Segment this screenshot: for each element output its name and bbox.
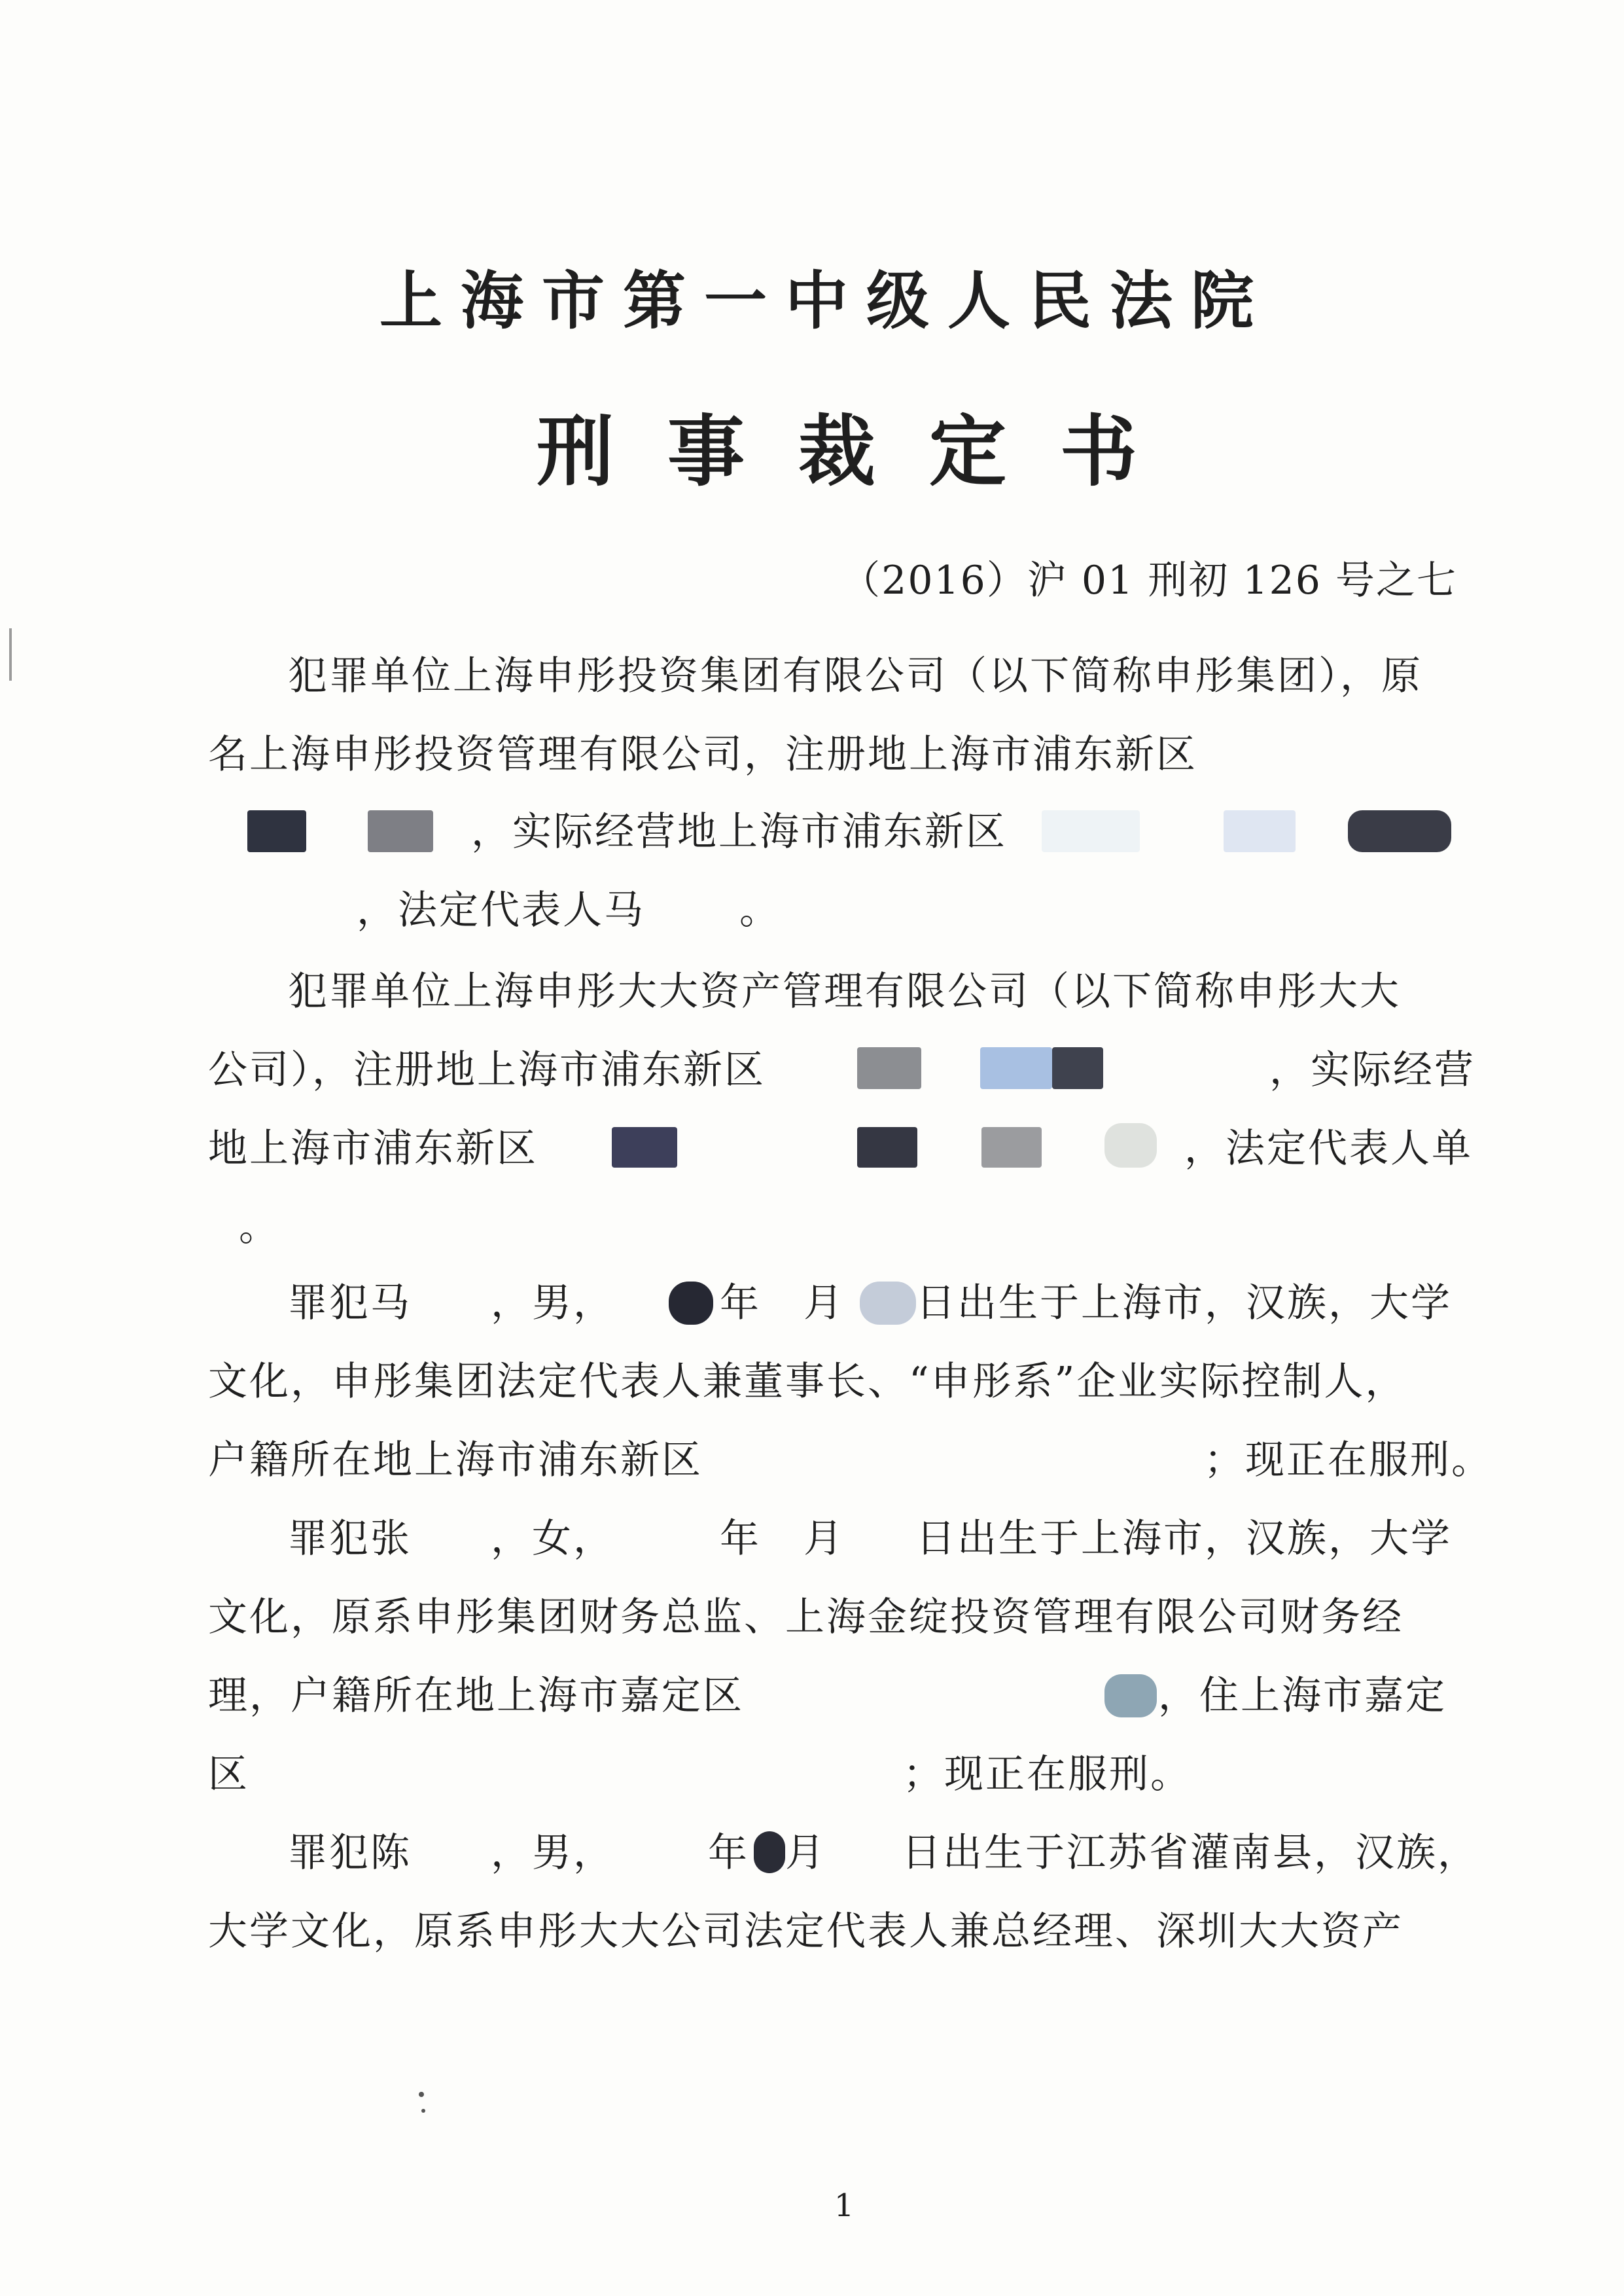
body-line: ，女， — [491, 1516, 614, 1562]
body-line: 月 — [803, 1516, 845, 1562]
redaction-block — [669, 1282, 713, 1325]
body-line: 文化，原系申彤集团财务总监、上海金绽投资管理有限公司财务经 — [208, 1594, 1403, 1640]
redaction-block — [1042, 810, 1140, 852]
body-line: 日出生于江苏省灌南县，汉族， — [902, 1830, 1479, 1876]
redaction-block — [857, 1127, 917, 1168]
body-line: 名上海申彤投资管理有限公司，注册地上海市浦东新区 — [208, 732, 1197, 778]
body-line: 。 — [739, 888, 781, 933]
court-name: 上海市第一中级人民法院 — [380, 264, 1272, 338]
redaction-block — [980, 1047, 1052, 1089]
body-line: ，法定代表人单 — [1184, 1126, 1473, 1172]
scan-edge-mark — [9, 628, 12, 681]
redaction-block — [754, 1831, 785, 1873]
body-line: 月 — [785, 1830, 826, 1876]
redaction-block — [857, 1047, 921, 1089]
body-line: 。 — [239, 1204, 280, 1250]
redaction-block — [247, 810, 306, 852]
redaction-block — [981, 1127, 1042, 1168]
body-line: 年 — [720, 1516, 761, 1562]
scan-speck — [421, 2109, 425, 2113]
body-line: 月 — [803, 1280, 845, 1326]
redaction-block — [1052, 1047, 1103, 1089]
body-line: 户籍所在地上海市浦东新区 — [208, 1437, 703, 1483]
redaction-block — [1348, 810, 1451, 852]
body-line: ，男， — [491, 1830, 614, 1876]
redaction-block — [612, 1127, 677, 1168]
body-line: ，实际经营地上海市浦东新区 — [471, 809, 1007, 855]
body-line: 犯罪单位上海申彤投资集团有限公司（以下简称申彤集团），原 — [288, 653, 1422, 699]
redaction-block — [1104, 1123, 1157, 1168]
body-line: 地上海市浦东新区 — [208, 1126, 538, 1172]
redaction-block — [368, 810, 433, 852]
page-number: 1 — [834, 2187, 855, 2224]
redaction-block — [1224, 810, 1296, 852]
body-line: 公司），注册地上海市浦东新区 — [208, 1047, 766, 1093]
redaction-block — [1104, 1674, 1157, 1717]
body-line: 年 — [708, 1830, 749, 1876]
body-line: 日出生于上海市，汉族，大学 — [916, 1516, 1452, 1562]
body-line: 日出生于上海市，汉族，大学 — [916, 1280, 1452, 1326]
document-title: 刑事裁定书 — [537, 406, 1192, 497]
body-line: 犯罪单位上海申彤大大资产管理有限公司（以下简称申彤大大 — [288, 969, 1401, 1014]
body-line: 年 — [720, 1280, 761, 1326]
body-line: ，实际经营 — [1269, 1047, 1475, 1093]
body-line: 理，户籍所在地上海市嘉定区 — [208, 1673, 744, 1719]
body-line: ，男， — [491, 1280, 614, 1326]
body-line: 罪犯马 — [288, 1280, 412, 1326]
redaction-block — [860, 1282, 916, 1325]
body-line: 文化，申彤集团法定代表人兼董事长、“申彤系”企业实际控制人， — [208, 1359, 1407, 1405]
body-line: 区 — [208, 1751, 249, 1797]
body-line: ；现正在服刑。 — [1204, 1437, 1492, 1483]
body-line: ，住上海市嘉定 — [1158, 1673, 1447, 1719]
body-line: 罪犯陈 — [288, 1830, 412, 1876]
body-line: 罪犯张 — [288, 1516, 412, 1562]
body-line: ，法定代表人马 — [357, 888, 645, 933]
body-line: 大学文化，原系申彤大大公司法定代表人兼总经理、深圳大大资产 — [208, 1909, 1403, 1954]
body-line: ；现正在服刑。 — [903, 1751, 1192, 1797]
case-number: （2016）沪 01 刑初 126 号之七 — [841, 558, 1457, 603]
scan-speck — [419, 2092, 424, 2097]
